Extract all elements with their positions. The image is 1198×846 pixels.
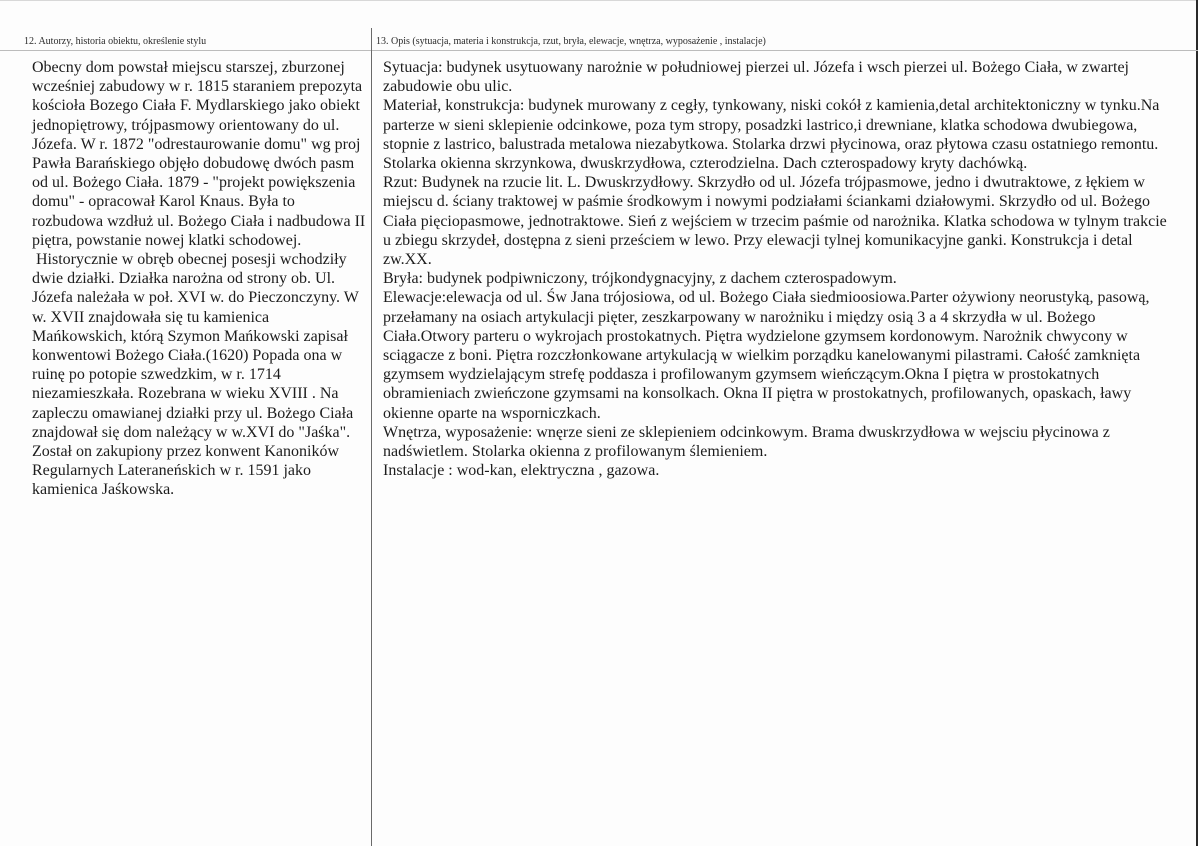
history-column — [32, 58, 366, 500]
description-column — [383, 58, 1173, 480]
description-interiors: Wnętrza, wyposażenie: wnęrze sieni ze sklepieniem odcinkowym. Brama dwuskrzydłowa w wejsciu płycinowa z nadświetlem. Stolarka okienna z profilowanym ślemieniem. — [383, 423, 1110, 461]
description-installations: Instalacje : wod-kan, elektryczna , gazowa. — [383, 462, 660, 480]
description-plan: Rzut: Budynek na rzucie lit. L. Dwuskrzydłowy. Skrzydło od ul. Józefa trójpasmowe, jedno i dwutraktowe, z łękiem w miejscu d. ściany traktowej w paśmie środkowym i nowymi podziałami ściankami działowymi. Skrzydło od ul. Bożego Ciała pięciopasmowe, jednotraktowe. Sień z wejściem w trzecim paśmie od narożnika. Klatka schodowa w tylnym trakcie u zbiegu skrzydeł, dostępna z sieni prześciem w lewo. Przy elewacji tylnej komunikacyjne ganki. Konstrukcja i detal zw.XX. — [383, 174, 1167, 269]
section-12-heading: 12. Autorzy, historia obiektu, określenie stylu — [24, 36, 207, 47]
description-material: Materiał, konstrukcja: budynek murowany z cegły, tynkowany, niski cokół z kamienia,detal architektoniczny w tynku.Na parterze w sieni sklepienie odcinkowe, poza tym stropy, posadzki lastrico,i drewniane, klatka schodowa dwubiegowa, stopnie z lastrico, balustrada metalowa niezabytkowa. Stolarka drzwi płycinowa, oraz płytowa czasu ostatniego remontu. Stolarka okienna skrzynkowa, dwuskrzydłowa, czterodzielna. Dach czterospadowy kryty dachówką. — [383, 97, 1160, 173]
page-top-edge — [0, 0, 1198, 1]
column-divider — [371, 28, 372, 846]
description-massing: Bryła: budynek podpiwniczony, trójkondygnacyjny, z dachem czterospadowym. — [383, 270, 897, 288]
description-situation: Sytuacja: budynek usytuowany narożnie w południowej pierzei ul. Józefa i wsch pierzei ul. Bożego Ciała, w zwartej zabudowie obu ulic. — [383, 59, 1129, 96]
history-paragraph-1: Obecny dom powstał miejscu starszej, zburzonej wcześniej zabudowy w r. 1815 staraniem prepozyta kościoła Bozego Ciała F. Mydlarskiego jako obiekt jednopiętrowy, trójpasmowy orientowany do ul. Józefa. W r. 1872 "odrestaurowanie domu" wg proj Pawła Barańskiego objęło dobudowę dwóch pasm od ul. Bożego Ciała. 1879 - "projekt powiększenia domu" - opracował Karol Knaus. Była to rozbudowa wzdłuż ul. Bożego Ciała i nadbudowa II piętra, powstanie nowej klatki schodowej. — [32, 59, 366, 249]
history-paragraph-2: Historycznie w obręb obecnej posesji wchodziły dwie działki. Działka narożna od strony ob. Ul. Józefa należała w poł. XVI w. do Pieczonczyny. W w. XVII znajdowała się tu kamienica Mańkowskich, którą Szymon Mańkowski zapisał konwentowi Bożego Ciała.(1620) Popada ona w ruinę po potopie szwedzkim, w r. 1714 niezamieszkała. Rozebrana w wieku XVIII . Na zapleczu omawianej działki przy ul. Bożego Ciała znajdował się dom należący w w.XVI do "Jaśka". Został on zakupiony przez konwent Kanoników Regularnych Lateraneńskich w r. 1591 jako kamienica Jaśkowska. — [32, 251, 359, 499]
header-rule — [0, 50, 1198, 51]
section-13-heading: 13. Opis (sytuacja, materia i konstrukcja, rzut, bryła, elewacje, wnętrza, wyposażenie , instalacje) — [376, 36, 766, 47]
description-elevations: Elewacje:elewacja od ul. Św Jana trójosiowa, od ul. Bożego Ciała siedmioosiowa.Parter ożywiony neorustyką, pasową, przełamany na osiach artykulacji pięter, zeszkarpowany w narożniku i między osią 3 a 4 skrzydła w ul. Bożego Ciała.Otwory parteru o wykrojach prostokatnych. Piętra wydzielone gzymsem kordonowym. Narożnik chwycony w sciągacze z boni. Piętra rozczłonkowane artykulacją w wielkim porządku kanelowanymi pilastrami. Całość zamknięta gzymsem wydzielającym strefę poddasza i profilowanym gzymsem wieńczącym.Okna I piętra w prostokatnych obramieniach zwieńczone gzymsami na konsolkach. Okna II piętra w prostokatnych, profilowanych, opaskach, ławy okienne oparte na wsporniczkach. — [383, 289, 1150, 422]
